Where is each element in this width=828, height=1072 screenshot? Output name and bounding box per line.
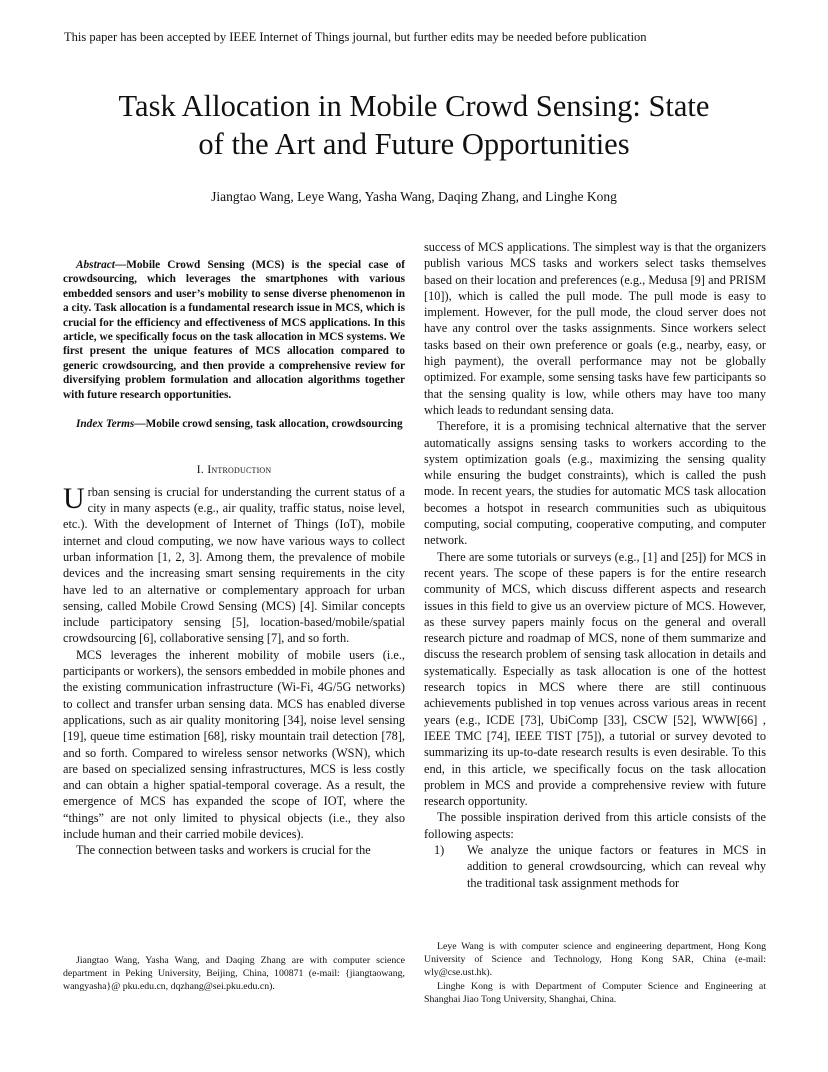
- paper-title: [40, 87, 788, 163]
- intro-paragraph-6: The possible inspiration derived from this article consists of the following aspects:: [424, 810, 766, 841]
- intro-paragraph-4: Therefore, it is a promising technical alternative that the server automatically assigns sensing tasks to workers according to the system optimization goals (e.g., maximizing the sensing quality while ensuring the budget constraints), which is called the push mode. In recent years, the studies for automatic MCS task allocation becomes a hotspot in research communities such as ubiquitous computing, social computing, cooperative computing, and computer network.: [424, 419, 766, 548]
- footnote-affiliation-1: Jiangtao Wang, Yasha Wang, and Daqing Zhang are with computer science department in Peking University, Beijing, China, 100871 (e-mail: {jiangtaowang, wangyasha}@ pku.edu.cn, dqzhang@sei.pku.edu.cn).: [63, 955, 405, 993]
- list-item-number: 1): [434, 842, 445, 857]
- intro-paragraph-3: The connection between tasks and workers is crucial for the: [76, 843, 371, 858]
- right-column: [424, 239, 766, 891]
- section-numeral: I.: [196, 462, 208, 477]
- intro-paragraph-1-text: rban sensing is crucial for understanding the current status of a city in many aspects (e.g., air quality, traffic status, noise level, etc.). With the development of Internet of Things (IoT), mobile internet and cloud computing, we now have various ways to collect urban information [1, 2, 3]. Among them, the prevalence of mobile devices and the increasing smart sensing requirements in the city have led to an alternative or complementary approach for urban sensing, called Mobile Crowd Sensing (MCS) [4]. Similar concepts include participatory sensing [5], location-based/mobile/spatial crowdsourcing [6], collaborative sensing [7], and so forth.: [63, 484, 405, 646]
- index-terms-text: Mobile crowd sensing, task allocation, crowdsourcing: [145, 418, 403, 431]
- author-list: Jiangtao Wang, Leye Wang, Yasha Wang, Daqing Zhang, and Linghe Kong: [211, 189, 617, 204]
- footnote-affiliation-2: Leye Wang is with computer science and engineering department, Hong Kong University of Science and Technology, Hong Kong SAR, China (e-mail: wly@cse.ust.hk).: [424, 941, 766, 979]
- acceptance-notice: This paper has been accepted by IEEE Internet of Things journal, but further edits may be needed before publication: [64, 30, 647, 44]
- intro-paragraph-5: There are some tutorials or surveys (e.g., [1] and [25]) for MCS in recent years. The scope of these papers is for the entire research community of MCS, which discuss different aspects and research issues in this field to give us an overview picture of MCS. However, as these survey papers mainly focus on the general and overall research picture and roadmap of MCS, none of them summarize and discuss the research problem of sensing task allocation in details and systematically. Especially as task allocation is one of the hottest research topics in MCS where there are still continuous achievements published in top venues across various areas in recent years (e.g., ICDE [73], UbiComp [33], CSCW [52], WWW[66] , IEEE TMC [74], IEEE TIST [75]), a tutorial or survey devoted to summarizing its up-to-date research results is even desirable. To this end, in this article, we specifically focus on the task allocation problem in MCS and provide a comprehensive review with future research opportunity.: [424, 549, 766, 809]
- left-column: [63, 258, 405, 859]
- intro-paragraph-3-continued: success of MCS applications. The simplest way is that the organizers publish various MCS tasks and workers select tasks themselves based on their location and preferences (e.g., Medusa [9] and PRISM [10]), which is called the pull mode. The pull mode is easy to implement. However, for the pull mode, the cloud server does not have any control over the tasks assignments. Since workers select tasks based on their own preference or goals (e.g., nearby, easy, or high payment), the overall performance may not be globally optimized. For example, some sensing tasks have few participants so that the sensing quality is low, while others may have too many which leads to redundant sensing data.: [424, 240, 766, 417]
- footnote-affiliation-3: Linghe Kong is with Department of Computer Science and Engineering at Shanghai Jiao Tong University, Shanghai, China.: [424, 980, 766, 1005]
- index-terms-label: Index Terms: [76, 418, 135, 431]
- abstract-dash: —: [114, 259, 127, 271]
- index-terms-dash: —: [134, 418, 146, 431]
- index-terms: [63, 417, 405, 431]
- footnote-left: [63, 954, 405, 994]
- section-heading-introduction: [63, 461, 405, 477]
- list-item-text: We analyze the unique factors or features in MCS in addition to general crowdsourcing, which can reveal why the traditional task assignment methods for: [467, 842, 766, 890]
- abstract-label: Abstract: [76, 259, 115, 271]
- footnote-right: [424, 940, 766, 1006]
- section-title: Introduction: [207, 462, 272, 477]
- contribution-list-item: [424, 842, 766, 891]
- drop-cap: U: [63, 481, 85, 515]
- title-line-1: Task Allocation in Mobile Crowd Sensing: State: [118, 89, 710, 123]
- intro-paragraph-1: [63, 481, 405, 647]
- abstract-text: Mobile Crowd Sensing (MCS) is the special case of crowdsourcing, which leverages the smartphones with various embedded sensors and user’s mobility to sense diverse phenomenon in a city. Task allocation is a fundamental research issue in MCS, which is crucial for the efficiency and effectiveness of MCS applications. In this article, we specifically focus on the task allocation in MCS systems. We first present the unique features of MCS allocation compared to generic crowdsourcing, and then provide a comprehensive review for diversifying problem formulation and allocation algorithms together with future research opportunities.: [63, 259, 405, 401]
- abstract: [63, 258, 405, 402]
- title-line-2: of the Art and Future Opportunities: [198, 127, 630, 161]
- intro-paragraph-2: MCS leverages the inherent mobility of mobile users (i.e., participants or workers), the sensors embedded in mobile phones and the existing communication infrastructure (Wi-Fi, 4G/5G networks) to collect and transfer urban sensing data. MCS has enabled diverse applications, such as air quality monitoring [34], noise level sensing [19], queue time estimation [68], risky mountain trail detection [78], and so forth. Compared to wireless sensor networks (WSN), which are based on specialized sensing infrastructures, MCS is less costly and can obtain a higher spatial-temporal coverage. As a result, the emergence of MCS has expanded the scope of IOT, where the “things” are not only limited to physical objects (i.e., they also include human and their carried mobile devices).: [63, 647, 405, 841]
